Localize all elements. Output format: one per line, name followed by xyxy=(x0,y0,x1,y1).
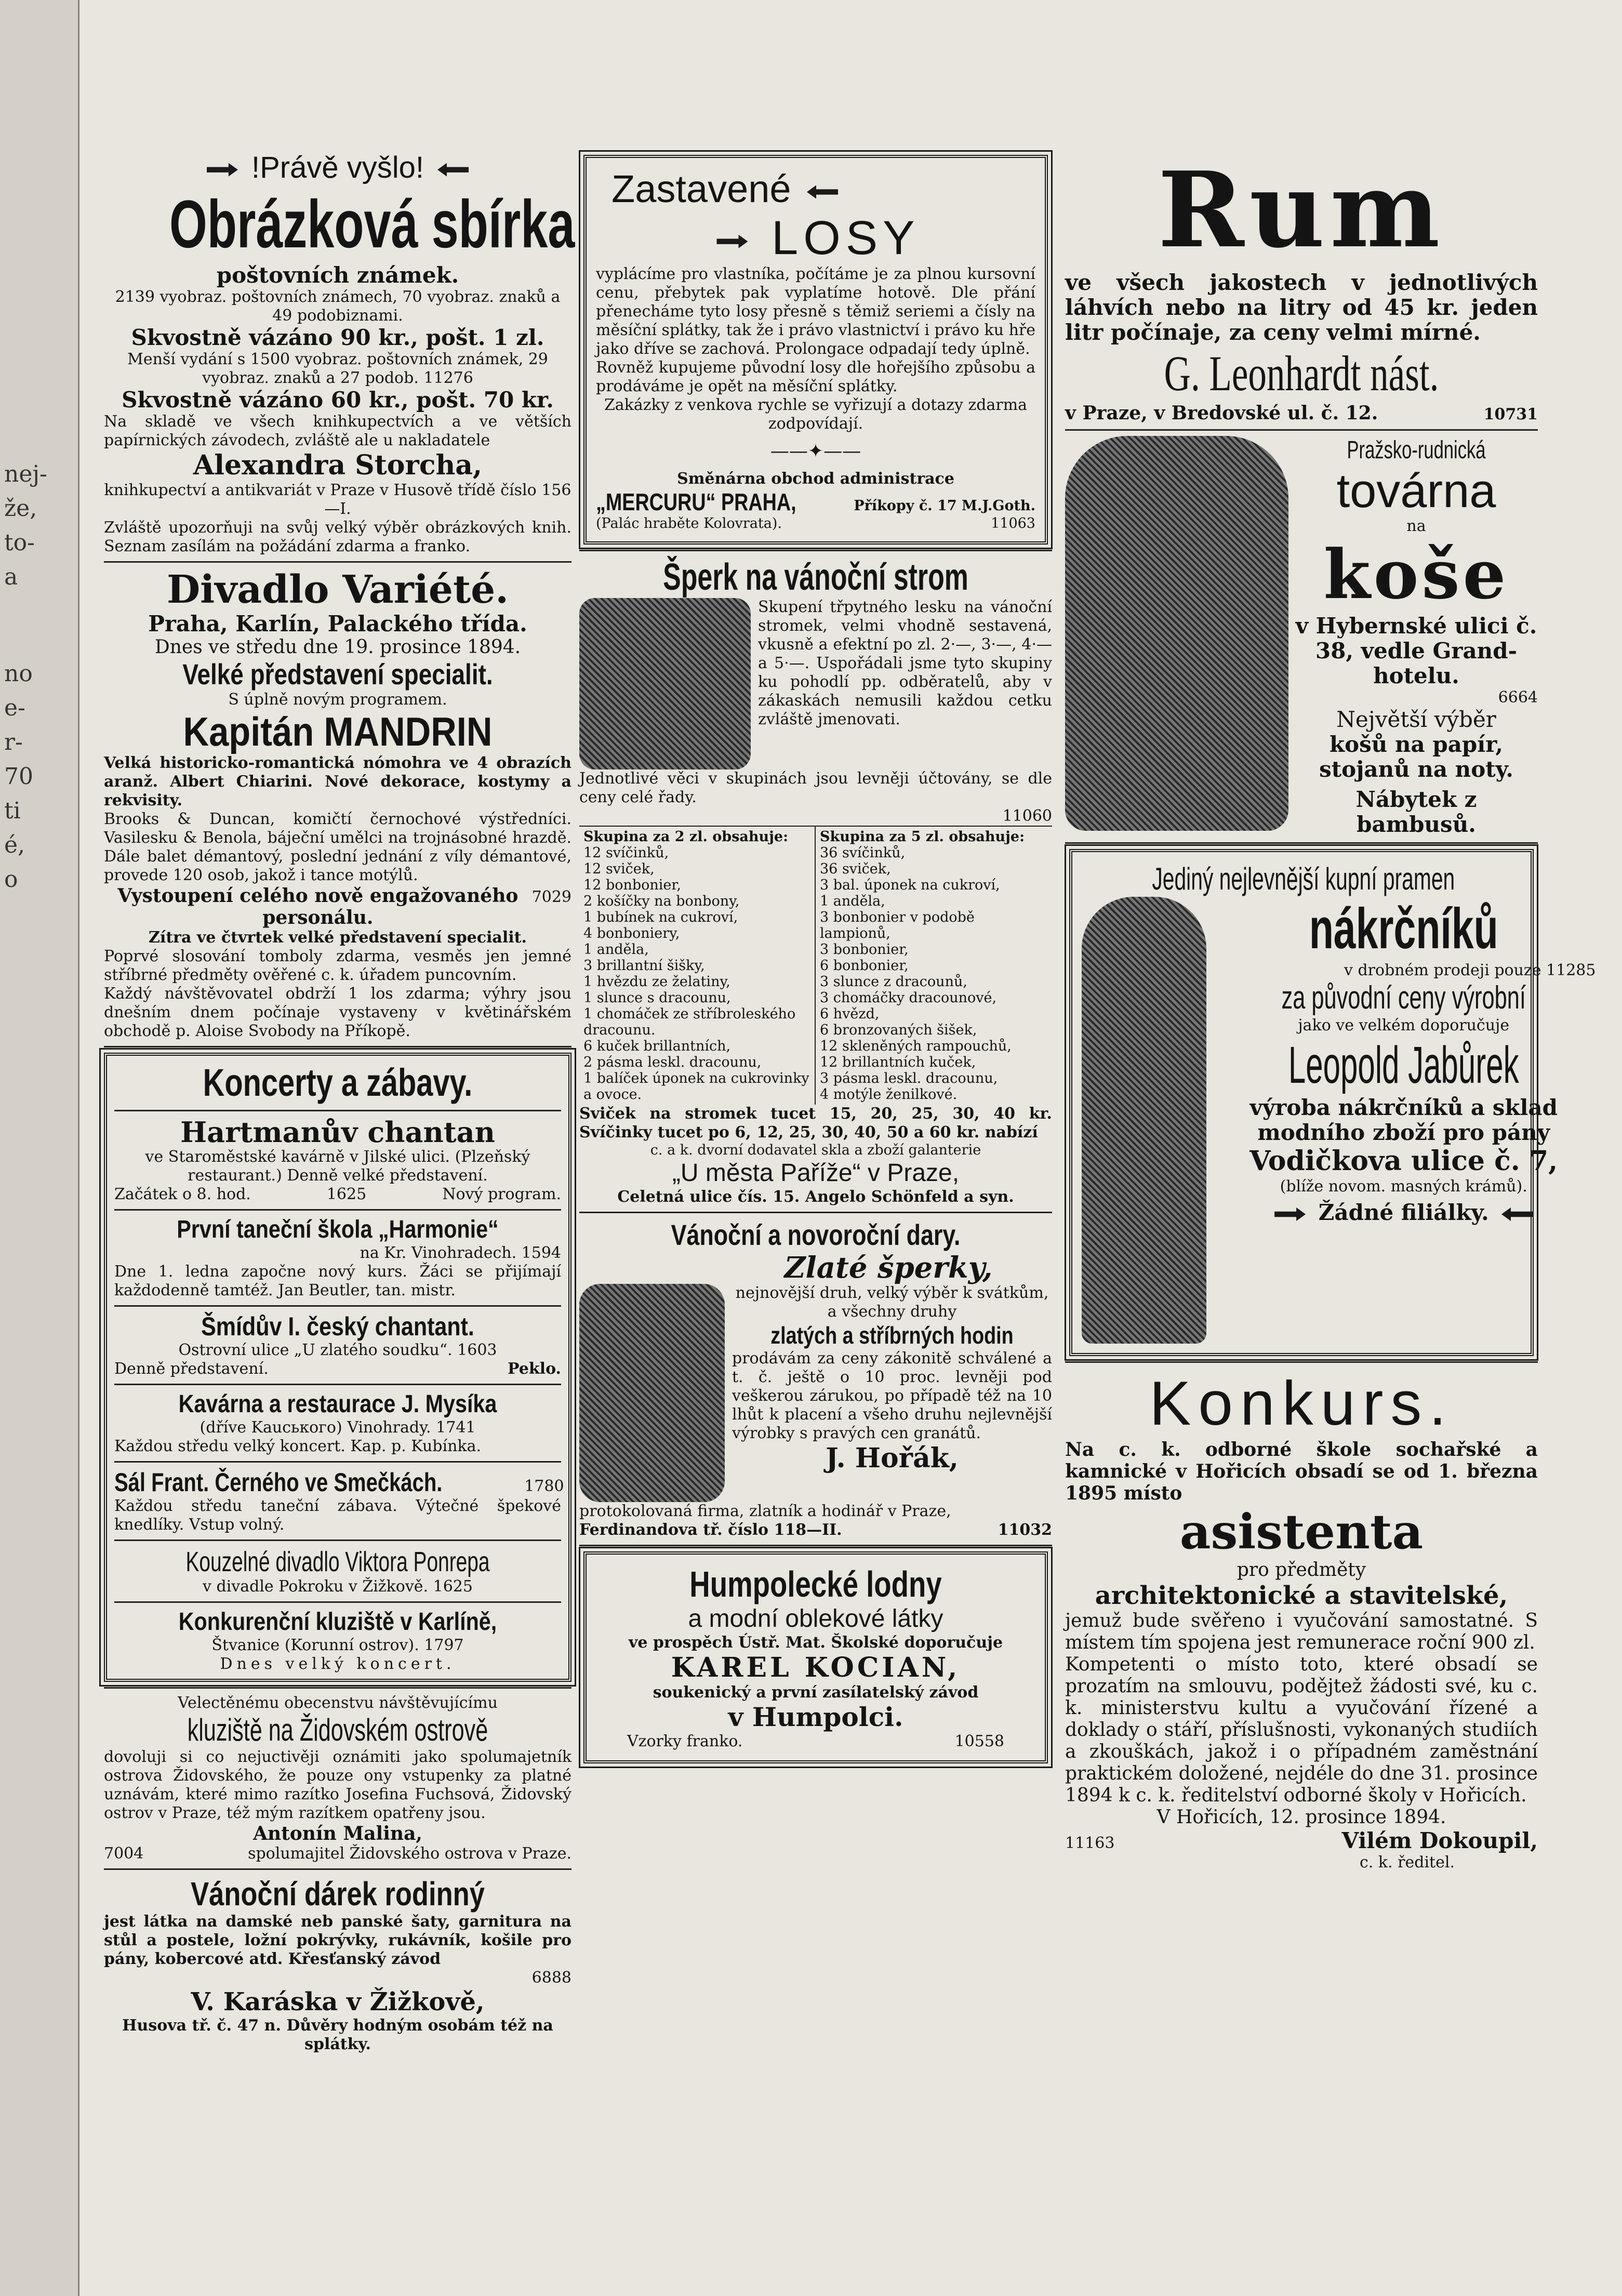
list-item: 36 svíčinků, xyxy=(820,845,906,861)
ad-text: Vystoupení celého nově engažovaného personálu. xyxy=(117,885,518,928)
entry-text: Ostrovní ulice „U zlatého soudku“. 1603 xyxy=(178,1341,497,1359)
ad-text: Sviček na stromek tucet 15, 20, 25, 30, 40 kr. Svíčinky tucet po 6, 12, 25, 30, 40, 50 a 60 kr. nabízí xyxy=(579,1105,1052,1142)
list-item: 3 slunce z dracounů, xyxy=(820,974,967,990)
ornament-divider: ——✦—— xyxy=(770,441,861,462)
ad-big: asistenta xyxy=(1179,1504,1424,1560)
ad-text: Zítra ve čtvrtek velké představení specialit. xyxy=(149,928,527,947)
ad-text: za původní ceny výrobní xyxy=(1281,980,1526,1016)
list-item: 6 bonbonier, xyxy=(820,958,909,974)
firm-subtitle: (Palác hraběte Kolovrata). xyxy=(596,515,782,532)
firm-name: „MERCURU“ PRAHA, xyxy=(596,488,796,515)
entry-text: Začátek o 8. hod. xyxy=(114,1185,251,1203)
pointing-hand-icon xyxy=(207,163,238,177)
pointing-hand-icon xyxy=(1501,1207,1533,1221)
firm-name: V. Karáska v Žižkově, xyxy=(191,1987,485,2016)
entry-text: Každou středu taneční zábava. Výtečné špekové knedlíky. Vstup volný. xyxy=(114,1497,561,1534)
ad-text: Zakázky z venkova rychle se vyřizují a dotazy zdarma zodpovídají. xyxy=(604,396,1028,433)
fragment: é, xyxy=(4,832,25,858)
entry-text: (dříve Kaucького) Vinohrady. 1741 xyxy=(200,1418,476,1437)
ad-title: Konkurs. xyxy=(1149,1369,1454,1438)
ad-title: Zastavené xyxy=(611,167,791,210)
entry-text: ve Staroměstské kavárně v Jilské ulici. (Plzeňský restaurant.) Denně velké představení. xyxy=(145,1148,530,1185)
entry-number: 1625 xyxy=(326,1185,367,1203)
ad-rum xyxy=(1065,151,1538,424)
entry-text: Štvanice (Korunní ostrov). 1797 xyxy=(211,1636,464,1654)
signature-name: Antonín Malina, xyxy=(253,1823,422,1844)
ad-number: 6888 xyxy=(531,1969,571,1987)
ad-head: Jediný nejlevnější kupní pramen xyxy=(1152,861,1455,896)
list-item: 12 bonbonier, xyxy=(583,877,681,893)
divider xyxy=(104,1687,571,1689)
ad-head: Pražsko-rudnická xyxy=(1347,436,1486,464)
entry-title: Sál Frant. Černého ve Smečkách. xyxy=(114,1468,443,1497)
column-right xyxy=(1065,149,1596,2224)
divider xyxy=(104,1046,571,1047)
entry-title: Kouzelné divadlo Viktora Ponrepa xyxy=(185,1546,490,1577)
list-item: 1 bubínek na cukroví, xyxy=(583,909,738,925)
ad-title: Vánoční a novoroční dary. xyxy=(671,1218,961,1251)
ad-number: 10558 xyxy=(954,1732,1004,1750)
ad-title: továrna xyxy=(1336,464,1496,517)
ad-divadlo-variete xyxy=(104,568,571,1041)
group-head: Skupina za 2 zl. obsahuje: xyxy=(583,829,789,845)
ad-text: Brooks & Duncan, komičtí černochové výstředníci. Vasilesku & Benola, báječní umělci na trojnásobné hrazdě. Dále balet démantový, poslední jednání z víly démantové, provede 120 osob, jakož i tance motýlů. xyxy=(104,810,571,884)
ad-number: 11063 xyxy=(991,515,1035,532)
list-item: 6 bronzovaných šišek, xyxy=(820,1022,977,1038)
ad-big: koše xyxy=(1323,535,1509,614)
entry-title: První taneční škola „Harmonie“ xyxy=(177,1216,499,1243)
entry-text: Každou středu velký koncert. Kap. p. Kubínka. xyxy=(114,1437,482,1455)
ad-text: jemuž bude svěřeno i vyučování samostatné. S místem tím spojena jest remunerace roční 900 zl. xyxy=(1065,1610,1538,1653)
list-item: 12 svíčinků, xyxy=(583,845,669,861)
ad-title: Šperk na vánoční strom xyxy=(663,556,968,598)
firm-name: J. Hořák, xyxy=(826,1442,959,1474)
ad-text: architektonické a stavitelské, xyxy=(1095,1581,1508,1610)
divider xyxy=(1065,429,1538,431)
ad-kluziste xyxy=(104,1694,571,1863)
ad-text: S úplně novým programem. xyxy=(228,691,447,709)
address: Praha, Karlín, Palackého třída. xyxy=(148,611,527,636)
ad-number: 11032 xyxy=(998,1521,1052,1539)
list-item: 12 brillantních kuček, xyxy=(820,1054,976,1070)
fragment: e- xyxy=(4,695,25,721)
column-middle xyxy=(579,151,1052,2224)
ad-title: kluziště na Židovském ostrově xyxy=(187,1713,488,1747)
ad-text: na xyxy=(1406,517,1426,535)
ad-number: 11060 xyxy=(1002,807,1052,825)
entry-text: Nový program. xyxy=(442,1185,561,1203)
ad-text: c. a k. dvorní dodavatel skla a zboží galanterie xyxy=(650,1142,981,1158)
entry-number: 1780 xyxy=(524,1477,564,1495)
list-item: 1 anděla, xyxy=(583,941,649,958)
binding-margin xyxy=(0,0,79,2296)
fragment: no xyxy=(4,660,33,687)
fragment: že, xyxy=(4,495,37,522)
ad-text: jako ve velkém doporučuje xyxy=(1298,1016,1510,1034)
ad-text: výroba nákrčníků a sklad modního zboží pro pány xyxy=(1249,1095,1558,1145)
ad-title: Divadlo Variété. xyxy=(167,567,509,612)
fragment: o xyxy=(4,866,18,893)
ad-title: LOSY xyxy=(772,211,920,264)
ad-text: Velectěnému obecenstvu návštěvujícímu xyxy=(178,1694,498,1712)
ad-text: knihkupectví a antikvariát v Praze v Husově třídě číslo 156—I. xyxy=(104,481,571,518)
address: Husova tř. č. 47 n. Důvěry hodným osobám též na splátky. xyxy=(122,2016,553,2053)
headline: Velké představení specialit. xyxy=(182,658,493,691)
list-item: 1 balíček úponek na cukrovinky a ovoce. xyxy=(583,1070,809,1103)
fragment: 70 xyxy=(4,763,33,790)
ad-title: nákrčníků xyxy=(1309,897,1498,961)
ad-humpolecke-lodny xyxy=(583,1551,1048,1763)
group-2zl xyxy=(579,827,816,1105)
pointing-hand-icon xyxy=(807,185,838,198)
necktie-illustration xyxy=(1082,897,1206,1344)
entry-text: Dnes velký koncert. xyxy=(220,1655,456,1673)
subtitle: Zlaté šperky, xyxy=(784,1251,993,1285)
ad-text: Na c. k. odborné škole sochařské a kamnické v Hořicích obsadí se od 1. března 1895 místo xyxy=(1065,1439,1538,1504)
pointing-hand-icon xyxy=(716,235,748,248)
list-item: 2 košíčky na bonbony, xyxy=(583,893,740,909)
ad-text: dovoluji si co nejuctivěji oznámiti jako spolumajetník ostrova Židovského, že pouze ony vstupenky za platné uznávám, které mimo razítko Josefina Fuchsová, Židovský ostrov v Praze, též mým razítkem opatřeny jsou. xyxy=(104,1748,571,1822)
divider xyxy=(579,1545,1052,1546)
address: v Praze, v Bredovské ul. č. 12. xyxy=(1065,402,1378,424)
ad-text: v drobném prodeji pouze 11285 xyxy=(1344,961,1596,979)
angel-illustration xyxy=(579,598,751,769)
ad-title: Obrázková sbírka xyxy=(169,186,575,262)
firm-address: Příkopy č. 17 M.J.Goth. xyxy=(854,498,1035,514)
ad-tovarna-kose xyxy=(1065,436,1538,837)
list-item: 4 bonboniery, xyxy=(583,925,680,941)
list-item: 6 hvězd, xyxy=(820,1006,880,1022)
list-item: 1 chomáček ze stříbroleského dracounu. xyxy=(583,1006,796,1038)
ad-text: Poprvé slosování tomboly zdarma, vesměs jen jemné stříbrné předměty ověřené c. k. úřadem puncovním. xyxy=(104,947,571,984)
fragment: r- xyxy=(4,729,23,755)
entry-text: na Kr. Vinohradech. 1594 xyxy=(360,1244,561,1262)
ad-konkurs xyxy=(1065,1368,1538,1872)
signature-role: c. k. ředitel. xyxy=(1360,1853,1455,1872)
fragment: nej- xyxy=(4,461,47,487)
headline: zlatých a stříbrných hodin xyxy=(770,1322,1014,1349)
ad-text: vyplácíme pro vlastníka, počítáme je za plnou kursovní cenu, přebytek pak vyplatíme hotově. Dle přání přenecháme tyto losy přesně s těmiž seriemi a čísly na měsíční splátky, tak že i právo vlastnictví i právo ku hře jako dříve se zachová. Prolongace odpadají tedy úplně. xyxy=(596,265,1035,358)
ad-text: Každý návštěvovatel obdrží 1 los zdarma; výhry jsou dnešním dnem počínaje vystaveny v květinářském obchodě p. Aloise Svobody na Příkopě. xyxy=(104,985,571,1040)
ad-text: Rovněž kupujeme původní losy dle hořejšího způsobu a prodáváme je opět na měsíční splátky. xyxy=(596,359,1035,395)
publisher-name: Alexandra Storcha, xyxy=(193,449,483,481)
firm-head: Směnárna obchod administrace xyxy=(677,470,954,488)
ad-text: Jednotlivé věci v skupinách jsou levněji účtovány, se dle ceny celé řady. xyxy=(579,769,1052,806)
ad-text: Velká historicko-romantická nómohra ve 4 obrazích aranž. Albert Chiarini. Nové dekorace, kostymy a rekvisity. xyxy=(104,754,571,809)
list-item: 3 chomáčky dracounové, xyxy=(820,990,997,1006)
ad-text: Skupení třpytného lesku na vánoční stromek, velmi vhodně sestavená, vkusně a efektní po zl. 2·—, 3·—, 4·— a 5·—. Uspořádali jsme tyto skupiny ku pohodlí pp. odběratelů, aby v zákaskách nemusili každou cetku zvláště jmenovati. xyxy=(758,598,1052,728)
divider xyxy=(579,550,1052,551)
fragment: to- xyxy=(4,529,35,556)
list-item: 12 skleněných rampouchů, xyxy=(820,1038,1012,1054)
ad-nakrcniky xyxy=(1069,849,1596,1356)
list-item: 2 pásma leskl. dracounu, xyxy=(583,1054,762,1070)
ad-sperk xyxy=(579,556,1052,1206)
ad-text: soukenický a první zasílatelský závod xyxy=(653,1683,979,1702)
ad-text: Menší vydání s 1500 vyobraz. poštovních známek, 29 vyobraz. znaků a 27 podob. 11276 xyxy=(127,350,548,387)
entry-title: Hartmanův chantan xyxy=(180,1116,495,1149)
binding-fragments xyxy=(4,457,72,897)
list-item: 12 sviček, xyxy=(583,861,655,877)
firm-name: Leopold Jabůrek xyxy=(1288,1036,1519,1094)
firm-name: G. Leonhardt nást. xyxy=(1164,346,1439,401)
ad-text: Zvláště upozorňuji na svůj velký výběr obrázkových knih. Seznam zasílám na požádání zdarma a franko. xyxy=(104,519,571,555)
kicker: !Právě vyšlo! xyxy=(251,151,424,184)
list-item: 3 bonbonier, xyxy=(820,941,909,958)
ad-title: Vánoční dárek rodinný xyxy=(191,1875,485,1913)
list-item: 3 brillantní šišky, xyxy=(583,958,705,974)
list-item: 1 anděla, xyxy=(820,893,885,909)
ad-text: Největší výběr xyxy=(1336,707,1496,732)
firm-address: Celetná ulice čís. 15. Angelo Schönfeld a syn. xyxy=(617,1188,1014,1206)
fragment: ti xyxy=(4,798,21,824)
divider xyxy=(579,1212,1052,1213)
ad-title: Humpolecké lodny xyxy=(689,1564,942,1604)
address: (blíže novom. masných krámů). xyxy=(1280,1177,1527,1196)
ad-zastavene-losy xyxy=(583,155,1048,545)
entry-title: Šmídův I. český chantant. xyxy=(201,1312,474,1341)
show-title: Kapitán MANDRIN xyxy=(183,709,493,754)
ad-text: Nábytek z bambusů. xyxy=(1355,787,1477,837)
city: v Humpolci. xyxy=(728,1702,903,1732)
date: Dnes ve středu dne 19. prosince 1894. xyxy=(154,636,521,658)
signature-role: spolumajitel Židovského ostrova v Praze. xyxy=(248,1844,571,1863)
pointing-hand-icon xyxy=(437,163,469,177)
entry-title: Konkurenční kluziště v Karlíně, xyxy=(178,1608,497,1636)
ad-hodiny xyxy=(579,1218,1052,1539)
address: Vodičkova ulice č. 7, xyxy=(1249,1145,1558,1177)
ad-number: 11163 xyxy=(1065,1834,1115,1852)
ad-text: Kompetenti o místo toto, které obsadí se prozatím na smlouvu, podějtež žádosti své, ku c. k. ministerstvu kultu a vyučování řízené a doklady o stáří, příslušnosti, vykonaných studiích a zkouškách, jakož i o případném zaměstnání praktickém doložené, nejdéle do dne 31. prosince 1894 k c. k. ředitelství odborné školy v Hořicích. xyxy=(1065,1654,1538,1806)
subtitle: a modní oblekové látky xyxy=(688,1605,943,1633)
ad-footer: Žádné filiálky. xyxy=(1318,1200,1489,1225)
ad-number: 7029 xyxy=(531,888,571,906)
entry-text: Peklo. xyxy=(508,1360,561,1378)
entry-title: Kavárna a restaurace J. Mysíka xyxy=(178,1390,497,1418)
list-item: 3 bal. úponek na cukroví, xyxy=(820,877,1000,893)
ad-text: nejnovější druh, velký výběr k svátkům, a všechny druhy xyxy=(735,1284,1049,1321)
ad-text: Na skladě ve všech knihkupectvích a ve větších papírnických závodech, zvláště ale u nakladatele xyxy=(104,413,571,449)
ad-text: Vzorky franko. xyxy=(627,1732,743,1750)
group-head: Skupina za 5 zl. obsahuje: xyxy=(820,829,1025,845)
divider xyxy=(1065,1361,1538,1363)
pointing-hand-icon xyxy=(1274,1207,1306,1221)
list-item: 4 motýle ženilkové. xyxy=(820,1086,958,1103)
entry-text: Denně představení. xyxy=(114,1360,269,1378)
divider xyxy=(104,561,571,563)
ad-text: prodávám za ceny zákonitě schválené a t. č. ještě o 10 proc. levněji pod veškerou zárukou, po případě též na 10 lhůt k placení a všeho druhu nejlevnější výrobky s pravých cen granátů. xyxy=(732,1349,1052,1442)
ad-text: ve všech jakostech v jednotlivých láhvích nebo na litry od 45 kr. jeden litr počínaje, za ceny velmi mírné. xyxy=(1065,270,1538,345)
list-item: 6 kuček brillantních, xyxy=(583,1038,731,1054)
signature-name: Vilém Dokoupil, xyxy=(1341,1828,1538,1853)
list-item: 1 slunce s dracounu, xyxy=(583,990,731,1006)
ad-number: 7004 xyxy=(104,1844,144,1863)
entry-text: v divadle Pokroku v Žižkově. 1625 xyxy=(203,1577,473,1596)
ad-number: 6664 xyxy=(1498,688,1538,707)
ad-vanocni-darek xyxy=(104,1875,571,2054)
ad-text: košů na papír, stojanů na noty. xyxy=(1319,732,1513,782)
entry-text: Dne 1. ledna započne nový kurs. Žáci se přijímají každodenně tamtéž. Jan Beutler, tan. mistr. xyxy=(114,1263,561,1299)
ad-text: pro předměty xyxy=(1237,1559,1366,1581)
address: protokolovaná firma, zlatník a hodinář v Praze, xyxy=(579,1502,951,1520)
subtitle: poštovních známek. xyxy=(216,262,459,288)
list-item: 3 pásma leskl. dracounu, xyxy=(820,1070,998,1086)
ad-koncerty xyxy=(104,1053,571,1682)
basket-illustration xyxy=(1065,436,1288,831)
firm-name: KAREL KOCIAN, xyxy=(671,1652,961,1683)
fragment: a xyxy=(4,564,18,590)
group-5zl xyxy=(816,827,1052,1105)
ad-text: 2139 vyobraz. poštovních známech, 70 vyobraz. znaků a 49 podobiznami. xyxy=(115,288,561,325)
ad-title: Rum xyxy=(1158,149,1445,271)
date: V Hořicích, 12. prosince 1894. xyxy=(1156,1807,1446,1828)
address: Ferdinandova tř. číslo 118—II. xyxy=(579,1521,842,1539)
list-item: 36 sviček, xyxy=(820,861,891,877)
watch-illustration xyxy=(579,1284,725,1502)
ad-text: ve prospěch Ústř. Mat. Školské doporučuje xyxy=(628,1634,1003,1652)
ad-obrazkova-sbirka xyxy=(104,151,575,556)
price-line: Skvostně vázáno 60 kr., pošt. 70 kr. xyxy=(122,387,554,413)
price-line: Skvostně vázáno 90 kr., pošt. 1 zl. xyxy=(131,325,544,350)
divider xyxy=(1065,842,1538,844)
list-item: 1 hvězdu ze želatiny, xyxy=(583,974,730,990)
ad-title: Koncerty a zábavy. xyxy=(203,1061,473,1104)
address: v Hybernské ulici č. 38, vedle Grand-hotelu. xyxy=(1295,613,1537,688)
ad-number: 10731 xyxy=(1483,405,1538,423)
list-item: 3 bonbonier v podobě lampionů, xyxy=(820,909,975,941)
column-left xyxy=(104,151,575,2224)
ad-text: jest látka na damské neb panské šaty, garnitura na stůl a postele, ložní pokrývky, rukávník, košile pro pány, kobercové atd. Křesťanský závod xyxy=(104,1913,571,1968)
divider xyxy=(104,1868,571,1870)
price-groups xyxy=(579,826,1052,1105)
firm-name: „U města Paříže“ v Praze, xyxy=(672,1159,960,1187)
